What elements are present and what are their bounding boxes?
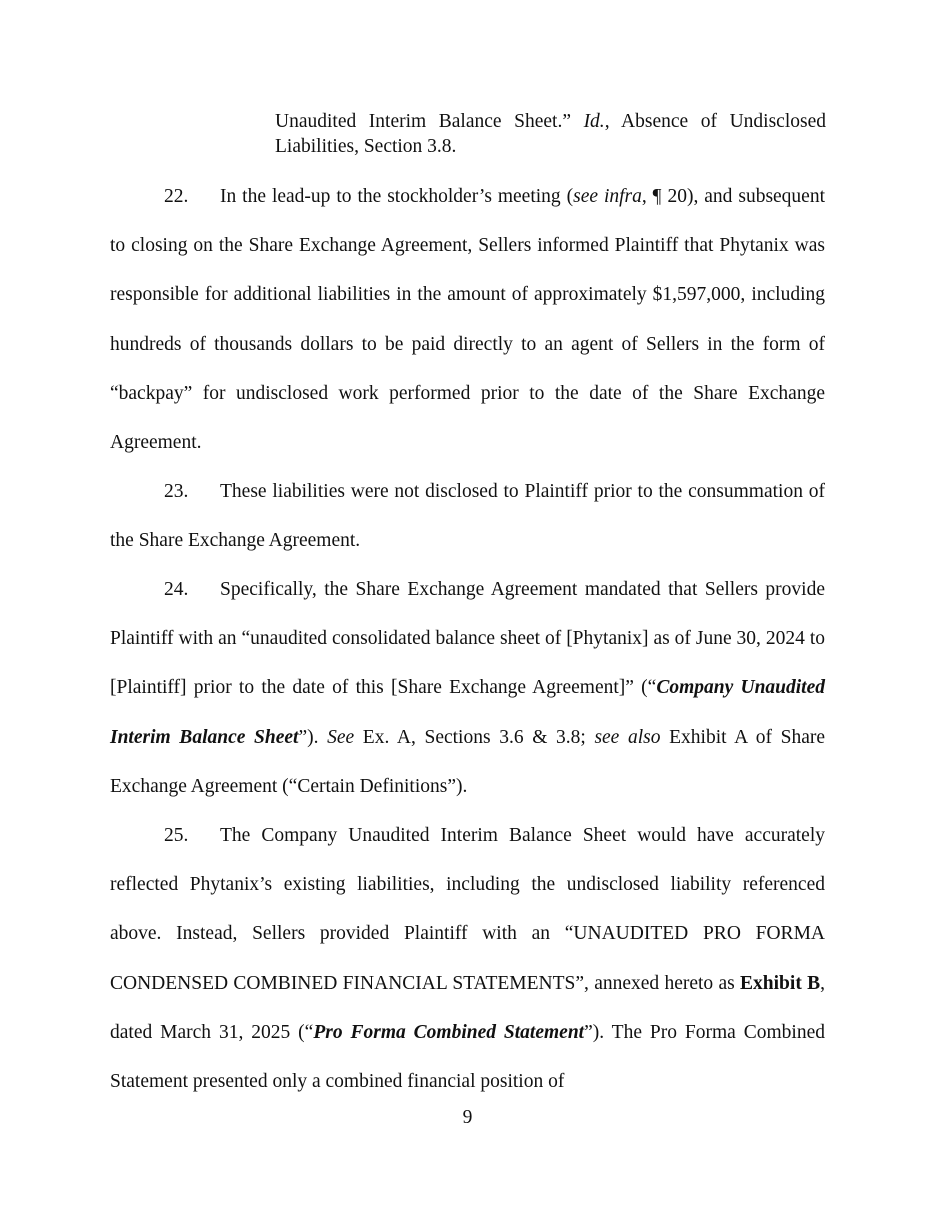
paragraph-number: 24. (164, 579, 189, 600)
paragraph-text: ”). The Pro Forma Combined Statement presented only a combined financial position of (110, 1021, 825, 1093)
paragraph-text: ”). (298, 726, 328, 748)
paragraph-text: , ¶ 20), and subsequent to closing on the Share Exchange Agreement, Sellers informed Plaintiff that Phytanix was responsible for additional liabilities in the amount of approximately $1,597,000, including hundreds of thousands dollars to be paid directly to an agent of Sellers in the form of “backpay” for undisclosed work performed prior to the date of the Share Exchange Agreement. (110, 186, 826, 454)
paragraph-text: In the lead-up to the stockholder’s meeting ( (220, 186, 574, 207)
citation-signal: see infra (573, 186, 642, 207)
paragraph-number: 25. (164, 825, 189, 846)
page-number: 9 (462, 1107, 473, 1128)
paragraph-22 (110, 172, 825, 467)
defined-term: Company Unaudited Interim Balance Sheet (110, 677, 826, 748)
paragraph-25 (110, 811, 825, 1106)
paragraph-24 (110, 565, 825, 811)
paragraph-text: The Company Unaudited Interim Balance Sheet would have accurately reflected Phytanix’s existing liabilities, including the undisclosed liability referenced above. Instead, Sellers provided Plaintiff with an “UNAUDITED PRO FORMA CONDENSED COMBINED FINANCIAL STATEMENTS”, annexed hereto as (110, 825, 825, 994)
quote-citation-id: Id. (583, 111, 605, 132)
exhibit-reference: Exhibit B (740, 972, 821, 994)
citation-signal: see also (594, 726, 661, 748)
defined-term: Pro Forma Combined Statement (313, 1021, 585, 1043)
paragraph-text: , dated March 31, 2025 (“ (110, 972, 825, 1043)
paragraph-text: Specifically, the Share Exchange Agreement mandated that Sellers provide Plaintiff with an “unaudited consolidated balance sheet of [Phytanix] as of June 30, 2024 to [Plaintiff] prior to the date of this [Share Exchange Agreement]” (“ (110, 579, 825, 699)
paragraph-number: 23. (164, 481, 189, 502)
quote-text-end: , Absence of Undisclosed Liabilities, Section 3.8. (275, 111, 826, 157)
quote-text: Unaudited Interim Balance Sheet.” (275, 111, 584, 132)
paragraph-text: These liabilities were not disclosed to Plaintiff prior to the consummation of the Share Exchange Agreement. (110, 481, 825, 552)
block-quote (275, 110, 826, 159)
paragraph-text: Ex. A, Sections 3.6 & 3.8; (354, 726, 595, 748)
paragraph-text: Exhibit A of Share Exchange Agreement (“Certain Definitions”). (110, 726, 825, 797)
paragraph-number: 22. (164, 186, 189, 207)
citation-signal: See (327, 726, 355, 748)
paragraph-23 (110, 467, 825, 565)
